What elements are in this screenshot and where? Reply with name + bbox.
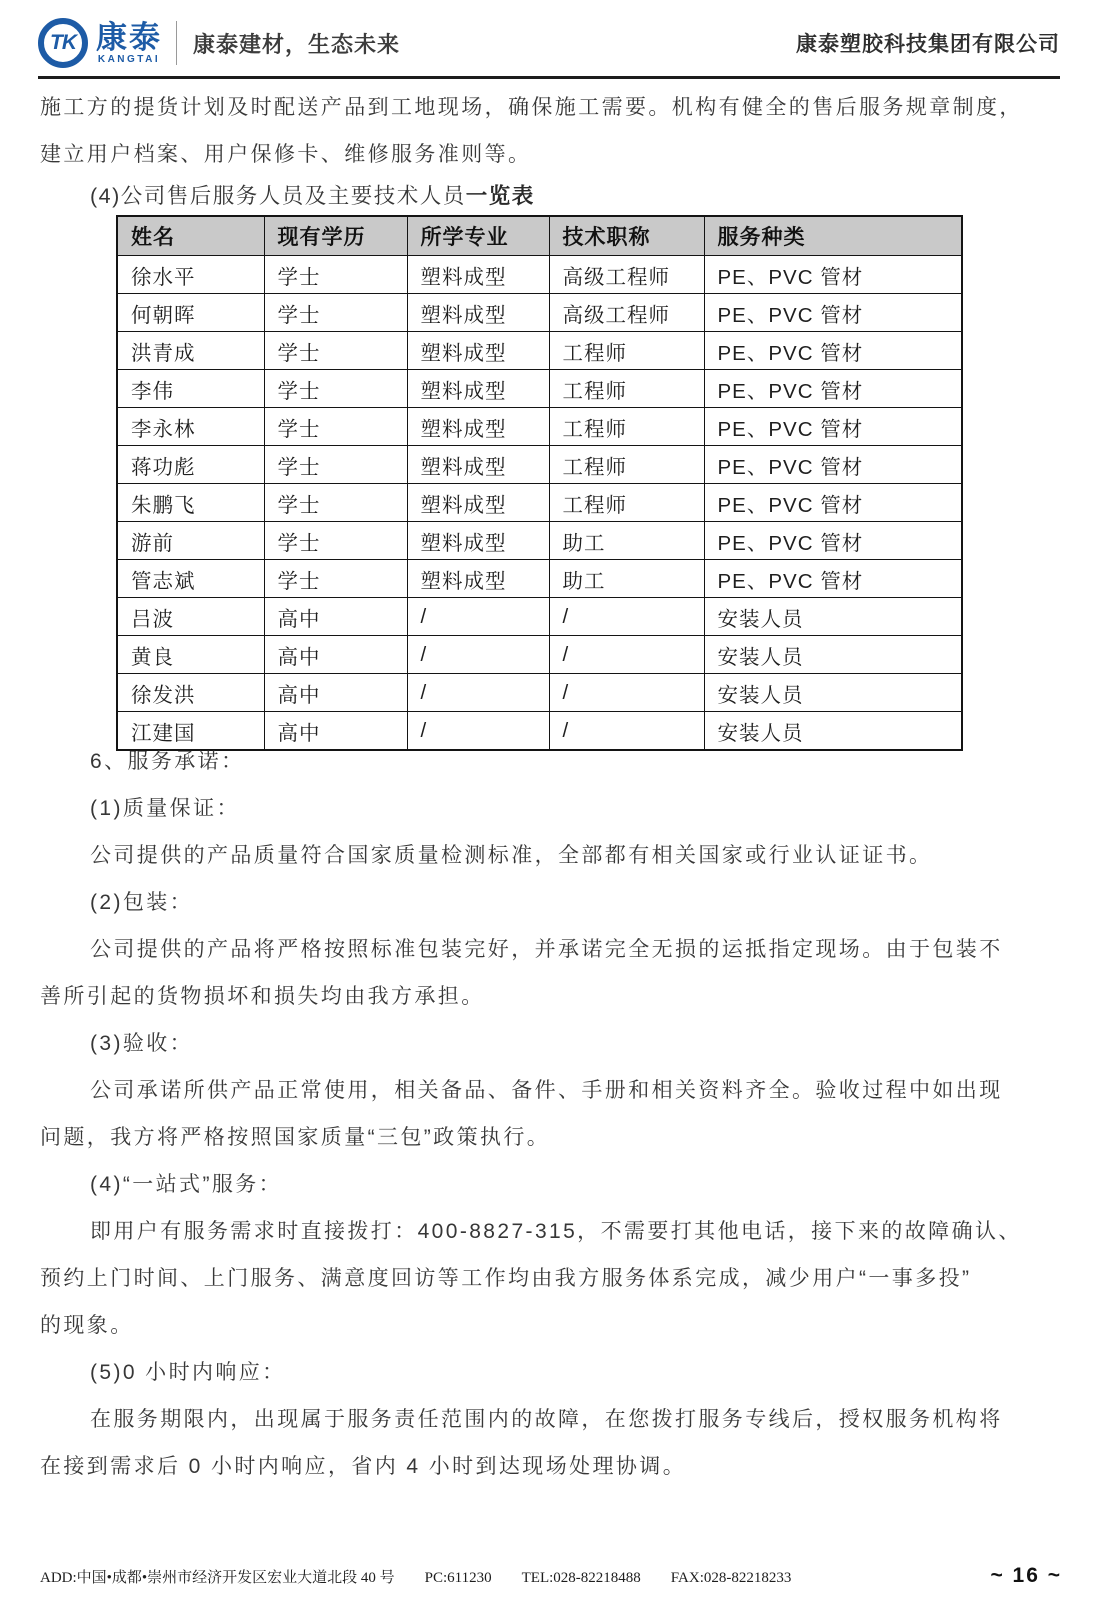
table-cell: 学士 <box>264 446 407 484</box>
table-cell: 徐水平 <box>117 256 264 294</box>
table-cell: 塑料成型 <box>407 332 549 370</box>
company-logo <box>38 18 400 68</box>
table-header-cell: 服务种类 <box>704 216 962 256</box>
table-cell: 塑料成型 <box>407 370 549 408</box>
table-cell: 高中 <box>264 674 407 712</box>
company-tagline: 康泰建材，生态未来 <box>193 31 401 57</box>
paragraph-line: 的现象。 <box>40 1314 134 1337</box>
table-cell: 学士 <box>264 484 407 522</box>
table-cell: / <box>407 598 549 636</box>
table-caption <box>90 176 1068 216</box>
table-cell: 吕波 <box>117 598 264 636</box>
paragraph-line: 建立用户档案、用户保修卡、维修服务准则等。 <box>40 143 532 166</box>
table-row <box>117 256 962 294</box>
table-cell: 工程师 <box>549 484 704 522</box>
paragraph-line: 6、服务承诺： <box>90 750 245 773</box>
table-cell: 朱鹏飞 <box>117 484 264 522</box>
paragraph-line: 预约上门时间、上门服务、满意度回访等工作均由我方服务体系完成，减少用户“一事多投” <box>40 1267 972 1290</box>
table-cell: 学士 <box>264 294 407 332</box>
table-cell: 工程师 <box>549 408 704 446</box>
logo-tk-text: TK <box>50 31 76 54</box>
paragraph-line: 在服务期限内，出现属于服务责任范围内的故障，在您拨打服务专线后，授权服务机构将 <box>90 1408 1003 1431</box>
table-cell: 安装人员 <box>704 636 962 674</box>
logo-wordmark <box>96 19 162 65</box>
table-row <box>117 560 962 598</box>
footer-contact-info <box>40 1566 791 1587</box>
table-header-cell: 所学专业 <box>407 216 549 256</box>
footer-postcode: PC:611230 <box>424 1569 492 1586</box>
table-cell: / <box>407 674 549 712</box>
paragraph-line: 在接到需求后 0 小时内响应，省内 4 小时到达现场处理协调。 <box>40 1455 687 1478</box>
table-cell: 安装人员 <box>704 674 962 712</box>
table-cell: 高中 <box>264 636 407 674</box>
table-header-cell: 现有学历 <box>264 216 407 256</box>
table-cell: 安装人员 <box>704 712 962 751</box>
paragraph-line: (5)0 小时内响应： <box>90 1361 286 1384</box>
table-cell: 高中 <box>264 598 407 636</box>
table-cell: 蒋功彪 <box>117 446 264 484</box>
table-row <box>117 522 962 560</box>
table-cell: 塑料成型 <box>407 294 549 332</box>
table-cell: 学士 <box>264 408 407 446</box>
table-cell: 管志斌 <box>117 560 264 598</box>
paragraph-line: (3)验收： <box>90 1032 194 1055</box>
table-row <box>117 294 962 332</box>
table-row <box>117 332 962 370</box>
table-cell: PE、PVC 管材 <box>704 446 962 484</box>
paragraph-line: 问题，我方将严格按照国家质量“三包”政策执行。 <box>40 1126 551 1149</box>
table-row <box>117 598 962 636</box>
table-cell: 塑料成型 <box>407 560 549 598</box>
staff-table <box>116 215 963 751</box>
paragraph-line: 施工方的提货计划及时配送产品到工地现场，确保施工需要。机构有健全的售后服务规章制度， <box>40 96 1023 119</box>
paragraph-line: 即用户有服务需求时直接拨打：400-8827-315，不需要打其他电话，接下来的故障确认、 <box>90 1220 1022 1243</box>
table-cell: 黄良 <box>117 636 264 674</box>
table-row <box>117 484 962 522</box>
table-cell: / <box>549 598 704 636</box>
table-cell: / <box>407 636 549 674</box>
table-row <box>117 674 962 712</box>
logo-name-cn: 康泰 <box>96 19 162 55</box>
table-header-cell: 姓名 <box>117 216 264 256</box>
table-cell: PE、PVC 管材 <box>704 294 962 332</box>
table-row <box>117 408 962 446</box>
table-cell: PE、PVC 管材 <box>704 408 962 446</box>
table-cell: 塑料成型 <box>407 484 549 522</box>
page-number: ~ 16 ~ <box>990 1564 1062 1587</box>
table-cell: 高级工程师 <box>549 256 704 294</box>
table-cell: 游前 <box>117 522 264 560</box>
table-row <box>117 370 962 408</box>
table-cell: 工程师 <box>549 332 704 370</box>
table-cell: 高中 <box>264 712 407 751</box>
paragraph-line: (1)质量保证： <box>90 797 240 820</box>
footer-fax: FAX:028-82218233 <box>670 1569 792 1586</box>
table-cell: 塑料成型 <box>407 256 549 294</box>
table-cell: 学士 <box>264 370 407 408</box>
footer-telephone: TEL:028-82218488 <box>521 1569 641 1586</box>
table-cell: 学士 <box>264 256 407 294</box>
table-cell: 塑料成型 <box>407 408 549 446</box>
page-footer <box>40 1560 1062 1592</box>
table-header-row <box>117 216 962 256</box>
table-cell: 安装人员 <box>704 598 962 636</box>
table-header-cell: 技术职称 <box>549 216 704 256</box>
paragraph-line: (2)包装： <box>90 891 194 914</box>
table-cell: 江建国 <box>117 712 264 751</box>
table-cell: PE、PVC 管材 <box>704 522 962 560</box>
table-cell: / <box>407 712 549 751</box>
paragraph-line: 公司提供的产品质量符合国家质量检测标准，全部都有相关国家或行业认证证书。 <box>90 844 933 867</box>
table-cell: 助工 <box>549 560 704 598</box>
table-cell: PE、PVC 管材 <box>704 256 962 294</box>
table-cell: 学士 <box>264 522 407 560</box>
footer-address: ADD:中国•成都•崇州市经济开发区宏业大道北段 40 号 <box>40 1569 395 1586</box>
table-cell: 工程师 <box>549 446 704 484</box>
table-cell: / <box>549 636 704 674</box>
table-cell: PE、PVC 管材 <box>704 484 962 522</box>
service-commitment-section <box>40 738 1068 1490</box>
table-cell: 塑料成型 <box>407 522 549 560</box>
table-cell: PE、PVC 管材 <box>704 332 962 370</box>
table-cell: 学士 <box>264 560 407 598</box>
intro-paragraph <box>40 84 1068 178</box>
table-cell: PE、PVC 管材 <box>704 370 962 408</box>
paragraph-line: 公司提供的产品将严格按照标准包装完好，并承诺完全无损的运抵指定现场。由于包装不 <box>90 938 1003 961</box>
table-caption-bold: 一览表 <box>465 184 535 208</box>
table-cell: PE、PVC 管材 <box>704 560 962 598</box>
table-cell: 助工 <box>549 522 704 560</box>
paragraph-line: 公司承诺所供产品正常使用，相关备品、备件、手册和相关资料齐全。验收过程中如出现 <box>90 1079 1003 1102</box>
logo-divider <box>176 21 177 65</box>
table-cell: 高级工程师 <box>549 294 704 332</box>
table-cell: / <box>549 674 704 712</box>
table-cell: 何朝晖 <box>117 294 264 332</box>
paragraph-line: 善所引起的货物损坏和损失均由我方承担。 <box>40 985 485 1008</box>
table-cell: 工程师 <box>549 370 704 408</box>
logo-name-en: KANGTAI <box>97 53 161 65</box>
table-cell: 洪青成 <box>117 332 264 370</box>
table-cell: 李永林 <box>117 408 264 446</box>
company-name: 康泰塑胶科技集团有限公司 <box>796 33 1060 56</box>
paragraph-line: (4)“一站式”服务： <box>90 1173 283 1196</box>
table-cell: 塑料成型 <box>407 446 549 484</box>
table-caption-prefix: (4)公司售后服务人员及主要技术人员 <box>90 184 466 208</box>
table-cell: 李伟 <box>117 370 264 408</box>
header-divider-rule <box>38 76 1060 79</box>
table-row <box>117 446 962 484</box>
table-cell: / <box>549 712 704 751</box>
page-header <box>38 14 1060 72</box>
table-cell: 学士 <box>264 332 407 370</box>
kangtai-logo-icon <box>38 18 88 68</box>
table-row <box>117 636 962 674</box>
table-cell: 徐发洪 <box>117 674 264 712</box>
